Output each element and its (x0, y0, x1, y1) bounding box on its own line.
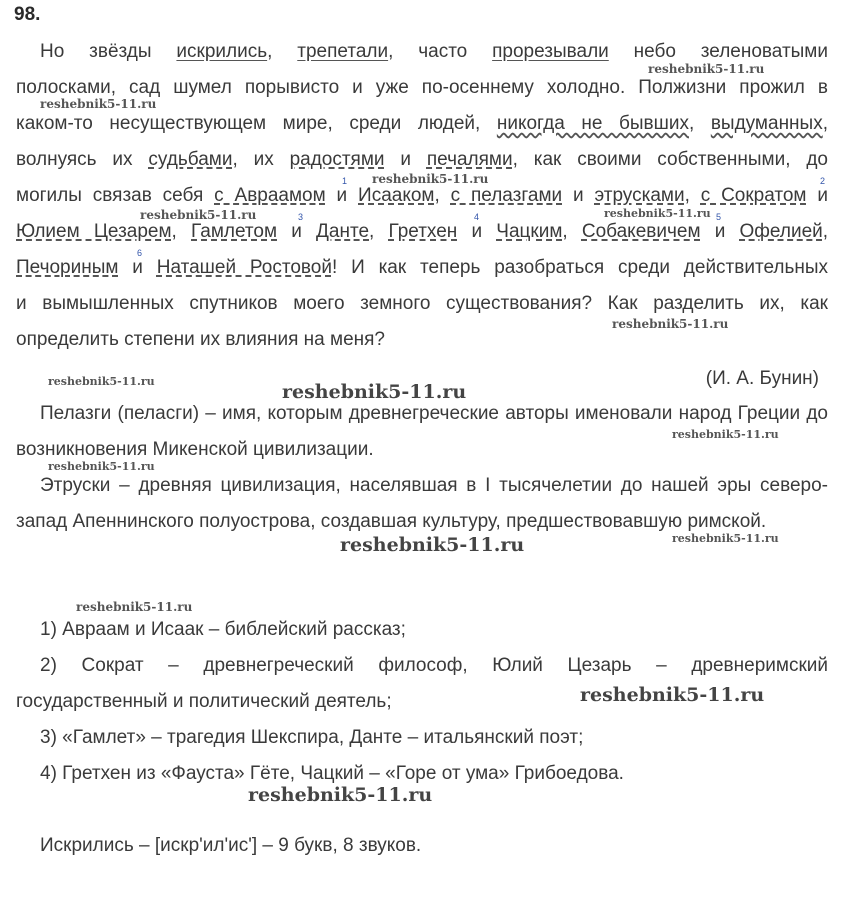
main-text-paragraph (16, 34, 828, 358)
watermark: reshebnik5-11.ru (48, 375, 155, 388)
footnote-mark-6: 6 (137, 248, 143, 258)
object-word: Чацким (496, 221, 563, 242)
participle-phrase: никогда не бывших (496, 113, 689, 134)
object-word: Наташей Ростовой (156, 257, 332, 278)
object-word: с Сократом (700, 185, 807, 206)
watermark: reshebnik5-11.ru (248, 784, 433, 806)
watermark: reshebnik5-11.ru (604, 207, 711, 220)
object-word: судьбами (148, 149, 233, 170)
note-pelasgi: Пелазги (пеласги) – имя, которым древнегреческие авторы именовали народ Греции до возникновения Микенской цивилизации. (16, 403, 828, 460)
footnote-mark-1: 1 (342, 176, 348, 186)
object-word: Гамлетом (191, 221, 278, 242)
object-word: Исааком (358, 185, 435, 206)
watermark: reshebnik5-11.ru (140, 208, 257, 222)
watermark: reshebnik5-11.ru (340, 534, 525, 556)
object-word: с пелазгами (450, 185, 563, 206)
object-word: печалями (426, 149, 513, 170)
text-line-9: определить степени их влияния на меня? (16, 329, 385, 350)
watermark: reshebnik5-11.ru (48, 460, 155, 473)
text-line-8: и вымышленных спутников моего земного существования? Как разделить их, как (16, 293, 828, 314)
participle-word: выдуманных (710, 113, 823, 134)
footnote-mark-2: 2 (820, 176, 826, 186)
footnote-mark-5: 5 (716, 212, 722, 222)
task-number: 98. (14, 4, 41, 25)
text-line-4: волнуясь их судьбами, их радостями и печалями, как своими собственными, до (16, 149, 828, 170)
object-word: с Авраамом (214, 185, 326, 206)
list-item-1: 1) Авраам и Исаак – библейский рассказ; (40, 619, 406, 640)
text-line-5: могилы связав себя с Авраамом и Исааком, с пелазгами и этрусками, с Сократом и (16, 185, 828, 206)
watermark: reshebnik5-11.ru (672, 532, 779, 545)
footnote-mark-4: 4 (474, 212, 480, 222)
object-word: Гретхен (388, 221, 458, 242)
watermark: reshebnik5-11.ru (612, 317, 729, 331)
note-etruscans: Этруски – древняя цивилизация, населявшая в I тысячелетии до нашей эры северо-запад Апеннинского полуострова, создавшая культуру, предшествовавшую римской. (16, 475, 828, 532)
list-item-3: 3) «Гамлет» – трагедия Шекспира, Данте – итальянский поэт; (40, 727, 584, 748)
text-line-7: Печориным и Наташей Ростовой! И как теперь разобраться среди действительных (16, 257, 829, 278)
predicate-word: искрились (176, 41, 268, 62)
text-line-1: Но звёзды искрились, трепетали, часто прорезывали небо зеленоватыми (40, 41, 828, 62)
text-line-6: Юлием Цезарем, Гамлетом и Данте, Гретхен и Чацким, Собакевичем и Офелией, (16, 221, 829, 242)
phonetic-analysis: Искрились – [искр'ил'ис'] – 9 букв, 8 звуков. (40, 835, 422, 856)
object-word: этрусками (594, 185, 685, 206)
watermark: reshebnik5-11.ru (580, 684, 765, 706)
object-word: Юлием Цезарем (16, 221, 172, 242)
list-item-2: 2) Сократ – древнегреческий философ, Юлий Цезарь – древнеримский государственный и политический деятель; (16, 655, 828, 712)
predicate-word: прорезывали (492, 41, 609, 62)
object-word: Собакевичем (581, 221, 701, 242)
watermark: reshebnik5-11.ru (372, 172, 489, 186)
text-line-2: полосками, сад шумел порывисто и уже по-осеннему холодно. Полжизни прожил в (16, 77, 828, 98)
watermark: reshebnik5-11.ru (672, 428, 779, 441)
text-line-3: каком-то несуществующем мире, среди людей, никогда не бывших, выдуманных, (16, 113, 828, 134)
watermark: reshebnik5-11.ru (76, 600, 193, 614)
object-word: Печориным (16, 257, 119, 278)
predicate-word: трепетали (297, 41, 389, 62)
object-word: Офелией (739, 221, 823, 242)
watermark: reshebnik5-11.ru (648, 62, 765, 76)
object-word: радостями (289, 149, 385, 170)
object-word: Данте (316, 221, 370, 242)
watermark: reshebnik5-11.ru (40, 97, 157, 111)
list-item-4: 4) Гретхен из «Фауста» Гёте, Чацкий – «Горе от ума» Грибоедова. (40, 763, 624, 784)
author-attribution: (И. А. Бунин) (705, 368, 819, 389)
footnote-mark-3: 3 (298, 212, 304, 222)
watermark: reshebnik5-11.ru (282, 381, 467, 403)
